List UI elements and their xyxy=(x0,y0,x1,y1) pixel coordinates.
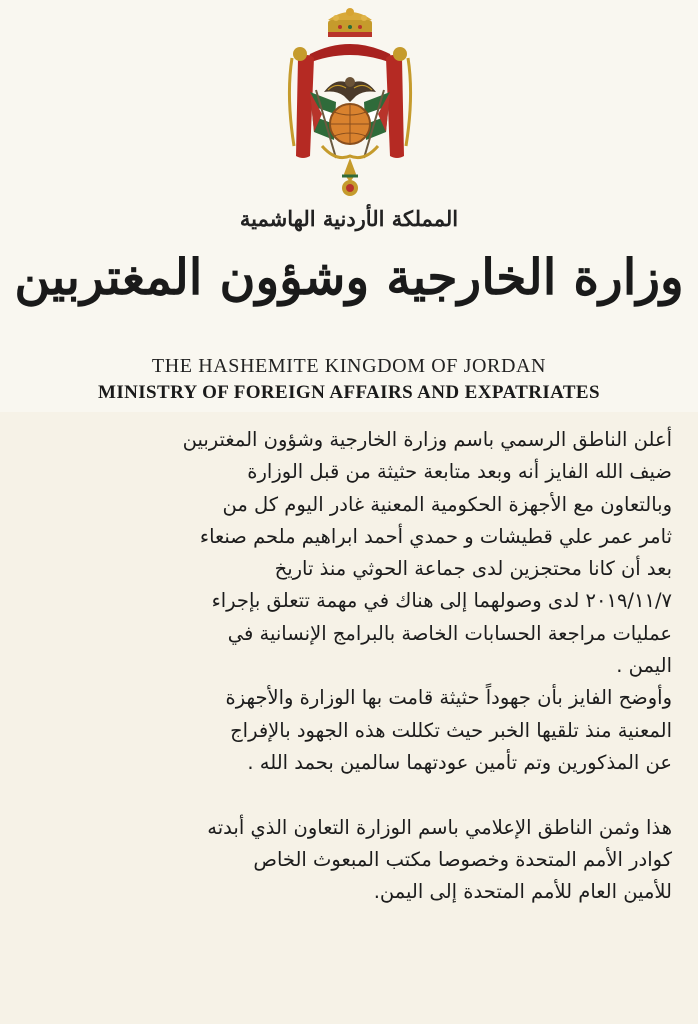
statement-line: بعد أن كانا محتجزين لدى جماعة الحوثي منذ تاريخ xyxy=(274,557,672,581)
statement-line: هذا وثمن الناطق الإعلامي باسم الوزارة التعاون الذي أبدته xyxy=(207,815,672,839)
arabic-kingdom-title: المملكة الأردنية الهاشمية xyxy=(239,206,459,231)
statement-line: المعنية منذ تلقيها الخبر حيث تكللت هذه الجهود بالإفراج xyxy=(230,718,672,742)
eagle-icon xyxy=(324,77,376,102)
statement-line: ثامر عمر علي قطيشات و حمدي أحمد ابراهيم ملحم صنعاء xyxy=(199,524,672,548)
statement-line: كوادر الأمم المتحدة وخصوصا مكتب المبعوث الخاص xyxy=(253,847,672,871)
arabic-ministry-title: وزارة الخارجية وشؤون المغتربين xyxy=(14,248,684,306)
statement-line: ٢٠١٩/١١/٧ لدى وصولهما إلى هناك في مهمة تتعلق بإجراء xyxy=(211,589,672,613)
english-kingdom-title: THE HASHEMITE KINGDOM OF JORDAN xyxy=(151,355,547,377)
statement-line: أعلن الناطق الرسمي باسم وزارة الخارجية وشؤون المغتربين xyxy=(182,428,672,451)
statement-line: عن المذكورين وتم تأمين عودتهما سالمين بحمد الله . xyxy=(247,750,672,774)
statement-line: اليمن . xyxy=(616,654,672,678)
statement-line: وأوضح الفايز بأن جهوداً حثيثة قامت بها الوزارة والأجهزة xyxy=(225,686,672,710)
statement-line: عمليات مراجعة الحسابات الخاصة بالبرامج الإنسانية في xyxy=(227,621,672,645)
statement-line: للأمين العام للأمم المتحدة إلى اليمن. xyxy=(373,880,672,904)
statement-line: ضيف الله الفايز أنه وبعد متابعة حثيثة من قبل الوزارة xyxy=(247,460,672,484)
jordan-coat-of-arms-icon xyxy=(270,6,430,198)
statement-line: وبالتعاون مع الأجهزة الحكومية المعنية غادر اليوم كل من xyxy=(222,492,672,516)
letterhead xyxy=(0,0,698,412)
press-statement xyxy=(28,424,672,908)
paragraph-gap xyxy=(28,779,672,811)
english-ministry-title: MINISTRY OF FOREIGN AFFAIRS AND EXPATRIATES xyxy=(98,382,600,403)
crown-icon xyxy=(328,8,372,37)
